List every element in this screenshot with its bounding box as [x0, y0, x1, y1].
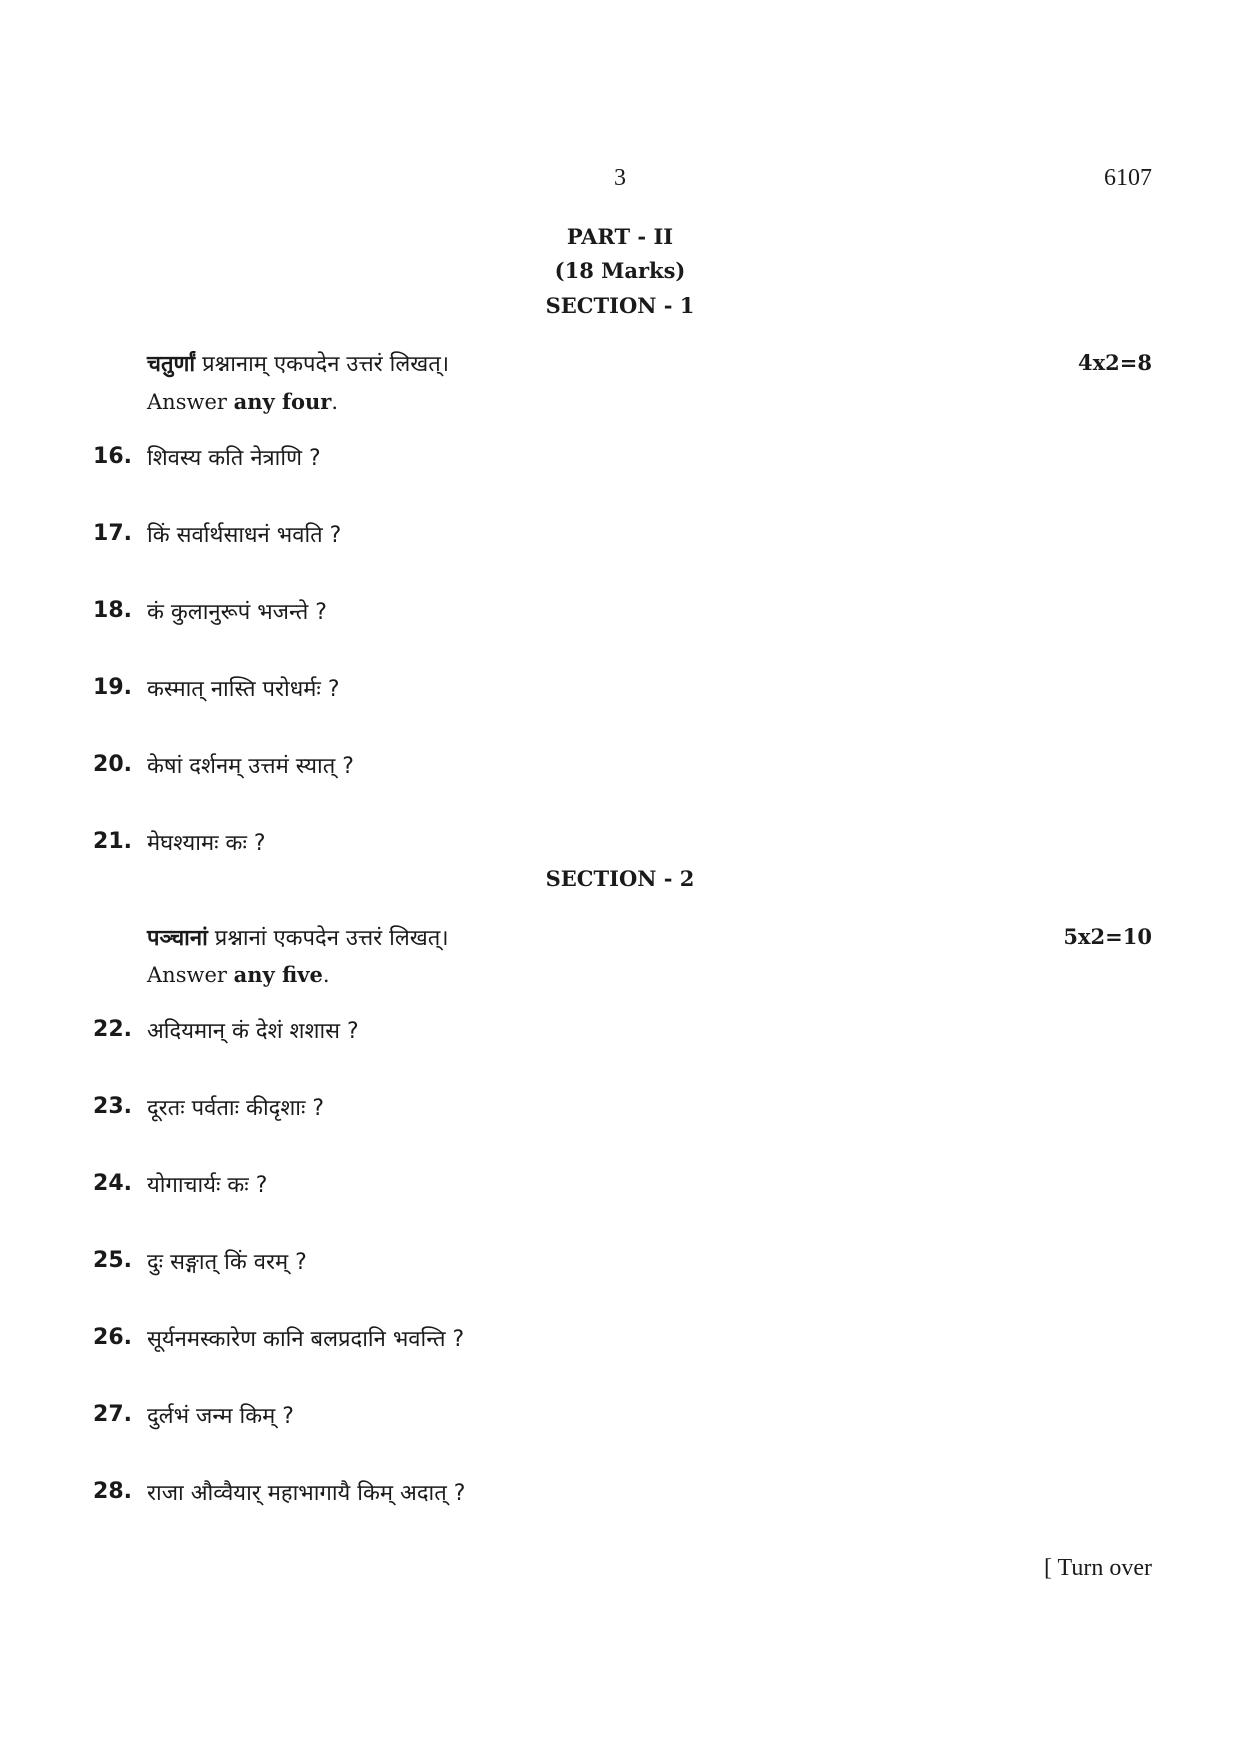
question-text: दुः सङ्गात् किं वरम् ?	[147, 1250, 307, 1275]
question-text: अदियमान् कं देशं शशास ?	[147, 1019, 359, 1044]
question-number: 21.	[93, 829, 132, 854]
question-number: 17.	[93, 521, 132, 546]
question-number: 23.	[93, 1094, 132, 1119]
question-text: दुर्लभं जन्म किम् ?	[147, 1404, 294, 1429]
question-number: 27.	[93, 1402, 132, 1427]
question-text: सूर्यनमस्कारेण कानि बलप्रदानि भवन्ति ?	[147, 1327, 465, 1352]
section-2-english-suffix: .	[322, 963, 330, 987]
section-2-marks: 5x2=10	[1063, 924, 1152, 949]
question-number: 16.	[93, 444, 132, 469]
question-number: 28.	[93, 1479, 132, 1504]
question-number: 26.	[93, 1325, 132, 1350]
page-number: 3	[614, 165, 626, 191]
section-1-english-prefix: Answer	[147, 390, 227, 414]
part-title: PART - II	[566, 224, 674, 249]
section-1-instruction-sanskrit	[147, 348, 449, 378]
question-number: 22.	[93, 1017, 132, 1042]
question-text: योगाचार्यः कः ?	[147, 1173, 268, 1198]
question-text: किं सर्वार्थसाधनं भवति ?	[147, 523, 342, 548]
section-2-instruction-bold: पञ्चानां	[147, 926, 208, 951]
question-text: केषां दर्शनम् उत्तमं स्यात् ?	[147, 754, 354, 779]
question-text: राजा औव्वैयार् महाभागायै किम् अदात् ?	[147, 1481, 466, 1506]
question-text: दूरतः पर्वताः कीदृशाः ?	[147, 1096, 325, 1121]
section-2-title: SECTION - 2	[545, 866, 695, 891]
section-2-instruction-rest: प्रश्नानां एकपदेन उत्तरं लिखत्।	[214, 926, 449, 951]
section-2-instruction-sanskrit	[147, 922, 449, 952]
question-number: 19.	[93, 675, 132, 700]
question-text: कस्मात् नास्ति परोधर्मः ?	[147, 677, 340, 702]
section-1-instruction-bold: चतुर्णां	[147, 352, 196, 377]
question-text: शिवस्य कति नेत्राणि ?	[147, 446, 321, 471]
question-number: 24.	[93, 1171, 132, 1196]
question-number: 18.	[93, 598, 132, 623]
section-1-marks: 4x2=8	[1078, 350, 1152, 375]
paper-code: 6107	[1104, 165, 1152, 191]
section-1-title: SECTION - 1	[545, 293, 695, 318]
section-2-english-prefix: Answer	[147, 963, 227, 987]
section-2-instruction-english	[147, 962, 330, 987]
section-1-english-suffix: .	[331, 390, 339, 414]
section-1-english-bold: any four	[233, 389, 332, 414]
section-1-instruction-rest: प्रश्नानाम् एकपदेन उत्तरं लिखत्।	[202, 352, 450, 377]
question-number: 25.	[93, 1248, 132, 1273]
question-text: मेघश्यामः कः ?	[147, 831, 266, 856]
turn-over-note: [ Turn over	[1043, 1555, 1152, 1581]
question-number: 20.	[93, 752, 132, 777]
question-text: कं कुलानुरूपं भजन्ते ?	[147, 600, 327, 625]
section-1-instruction-english	[147, 389, 338, 414]
part-marks: (18 Marks)	[554, 258, 686, 283]
section-2-english-bold: any five	[233, 962, 323, 987]
